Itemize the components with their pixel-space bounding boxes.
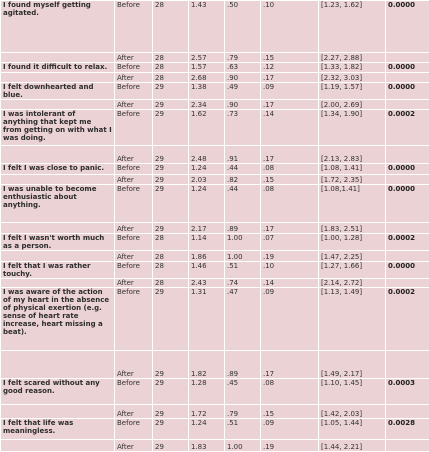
sd-cell: .44 xyxy=(225,164,261,175)
sd-cell: 1.00 xyxy=(225,440,261,452)
p-value-cell: 0.0000 xyxy=(386,83,429,100)
n-cell: 29 xyxy=(153,379,189,405)
item-cell-empty xyxy=(1,440,115,452)
sd-cell: .90 xyxy=(225,100,261,110)
phase-cell: After xyxy=(115,223,153,234)
n-cell: 29 xyxy=(153,185,189,223)
n-cell: 29 xyxy=(153,419,189,440)
ci-cell: [1.27, 1.66] xyxy=(319,262,386,279)
table-row xyxy=(1,63,429,73)
ci-cell: [2.00, 2.69] xyxy=(319,100,386,110)
ci-cell: [1.33, 1.82] xyxy=(319,63,386,73)
sd-cell: .91 xyxy=(225,146,261,164)
n-cell: 28 xyxy=(153,234,189,251)
p-value-cell-empty xyxy=(386,223,429,234)
mean-cell: 1.82 xyxy=(189,351,225,379)
table-row xyxy=(1,288,429,351)
table-row xyxy=(1,351,429,379)
ci-cell: [1.13, 1.49] xyxy=(319,288,386,351)
table-row xyxy=(1,100,429,110)
p-value-cell-empty xyxy=(386,440,429,452)
ci-cell: [1.23, 1.62] xyxy=(319,1,386,53)
se-cell: .07 xyxy=(261,234,319,251)
n-cell: 29 xyxy=(153,223,189,234)
ci-cell: [2.27, 2.88] xyxy=(319,53,386,63)
phase-cell: Before xyxy=(115,83,153,100)
sd-cell: .89 xyxy=(225,223,261,234)
p-value-cell-empty xyxy=(386,73,429,83)
p-value-cell-empty xyxy=(386,100,429,110)
item-text: I felt downhearted and blue. xyxy=(1,83,115,100)
item-cell-empty xyxy=(1,223,115,234)
n-cell: 29 xyxy=(153,110,189,146)
mean-cell: 2.43 xyxy=(189,279,225,288)
sd-cell: .50 xyxy=(225,1,261,53)
phase-cell: After xyxy=(115,351,153,379)
phase-cell: Before xyxy=(115,288,153,351)
se-cell: .17 xyxy=(261,100,319,110)
item-text: I was aware of the action of my heart in the absence of physical exertion (e.g. sense of heart rate increase, heart missing a beat). xyxy=(1,288,115,351)
phase-cell: Before xyxy=(115,1,153,53)
table-row xyxy=(1,164,429,175)
mean-cell: 1.14 xyxy=(189,234,225,251)
mean-cell: 1.24 xyxy=(189,419,225,440)
n-cell: 29 xyxy=(153,351,189,379)
mean-cell: 1.46 xyxy=(189,262,225,279)
item-text: I felt that I was rather touchy. xyxy=(1,262,115,279)
phase-cell: Before xyxy=(115,110,153,146)
mean-cell: 2.03 xyxy=(189,175,225,185)
ci-cell: [2.32, 3.03] xyxy=(319,73,386,83)
table-row xyxy=(1,419,429,440)
n-cell: 28 xyxy=(153,279,189,288)
phase-cell: Before xyxy=(115,262,153,279)
n-cell: 29 xyxy=(153,146,189,164)
phase-cell: After xyxy=(115,100,153,110)
se-cell: .15 xyxy=(261,53,319,63)
ci-cell: [1.83, 2.51] xyxy=(319,223,386,234)
phase-cell: Before xyxy=(115,234,153,251)
phase-cell: Before xyxy=(115,164,153,175)
ci-cell: [1.42, 2.03] xyxy=(319,405,386,419)
se-cell: .10 xyxy=(261,1,319,53)
mean-cell: 1.31 xyxy=(189,288,225,351)
mean-cell: 1.57 xyxy=(189,63,225,73)
p-value-cell: 0.0000 xyxy=(386,262,429,279)
phase-cell: Before xyxy=(115,379,153,405)
n-cell: 28 xyxy=(153,262,189,279)
ci-cell: [1.49, 2.17] xyxy=(319,351,386,379)
item-text: I felt I was close to panic. xyxy=(1,164,115,175)
n-cell: 29 xyxy=(153,405,189,419)
sd-cell: .63 xyxy=(225,63,261,73)
mean-cell: 2.34 xyxy=(189,100,225,110)
p-value-cell-empty xyxy=(386,53,429,63)
se-cell: .15 xyxy=(261,175,319,185)
n-cell: 28 xyxy=(153,1,189,53)
se-cell: .17 xyxy=(261,351,319,379)
item-text: I found myself getting agitated. xyxy=(1,1,115,53)
table-row xyxy=(1,83,429,100)
phase-cell: After xyxy=(115,175,153,185)
table-row xyxy=(1,440,429,452)
ci-cell: [1.00, 1.28] xyxy=(319,234,386,251)
p-value-cell-empty xyxy=(386,175,429,185)
mean-cell: 1.24 xyxy=(189,185,225,223)
item-cell-empty xyxy=(1,53,115,63)
mean-cell: 2.17 xyxy=(189,223,225,234)
phase-cell: After xyxy=(115,440,153,452)
se-cell: .17 xyxy=(261,146,319,164)
ci-cell: [1.08, 1.41] xyxy=(319,164,386,175)
sd-cell: .44 xyxy=(225,185,261,223)
se-cell: .08 xyxy=(261,164,319,175)
p-value-cell-empty xyxy=(386,351,429,379)
phase-cell: After xyxy=(115,53,153,63)
p-value-cell-empty xyxy=(386,279,429,288)
p-value-cell-empty xyxy=(386,405,429,419)
table-row xyxy=(1,379,429,405)
table-body xyxy=(1,1,429,452)
item-cell-empty xyxy=(1,73,115,83)
mean-cell: 1.83 xyxy=(189,440,225,452)
phase-cell: After xyxy=(115,146,153,164)
table-row xyxy=(1,175,429,185)
sd-cell: .51 xyxy=(225,262,261,279)
p-value-cell-empty xyxy=(386,251,429,262)
item-text: I found it difficult to relax. xyxy=(1,63,115,73)
item-text: I felt that life was meaningless. xyxy=(1,419,115,440)
table-row xyxy=(1,185,429,223)
ci-cell: [2.14, 2.72] xyxy=(319,279,386,288)
phase-cell: Before xyxy=(115,63,153,73)
n-cell: 29 xyxy=(153,100,189,110)
p-value-cell: 0.0002 xyxy=(386,234,429,251)
se-cell: .12 xyxy=(261,63,319,73)
p-value-cell: 0.0000 xyxy=(386,164,429,175)
se-cell: .17 xyxy=(261,223,319,234)
phase-cell: After xyxy=(115,405,153,419)
table-row xyxy=(1,73,429,83)
n-cell: 29 xyxy=(153,440,189,452)
ci-cell: [1.08,1.41] xyxy=(319,185,386,223)
table-row xyxy=(1,405,429,419)
n-cell: 28 xyxy=(153,251,189,262)
se-cell: .09 xyxy=(261,288,319,351)
sd-cell: .82 xyxy=(225,175,261,185)
p-value-cell-empty xyxy=(386,146,429,164)
phase-cell: After xyxy=(115,73,153,83)
phase-cell: Before xyxy=(115,185,153,223)
sd-cell: .49 xyxy=(225,83,261,100)
se-cell: .19 xyxy=(261,440,319,452)
mean-cell: 2.48 xyxy=(189,146,225,164)
se-cell: .09 xyxy=(261,419,319,440)
item-cell-empty xyxy=(1,251,115,262)
p-value-cell: 0.0028 xyxy=(386,419,429,440)
mean-cell: 1.28 xyxy=(189,379,225,405)
item-text: I was unable to become enthusiastic about anything. xyxy=(1,185,115,223)
mean-cell: 1.38 xyxy=(189,83,225,100)
item-cell-empty xyxy=(1,146,115,164)
sd-cell: 1.00 xyxy=(225,234,261,251)
se-cell: .08 xyxy=(261,379,319,405)
p-value-cell: 0.0002 xyxy=(386,110,429,146)
n-cell: 28 xyxy=(153,73,189,83)
sd-cell: .47 xyxy=(225,288,261,351)
mean-cell: 1.72 xyxy=(189,405,225,419)
ci-cell: [1.72, 2.35] xyxy=(319,175,386,185)
table-row xyxy=(1,251,429,262)
p-value-cell: 0.0003 xyxy=(386,379,429,405)
table-row xyxy=(1,110,429,146)
sd-cell: .45 xyxy=(225,379,261,405)
sd-cell: .73 xyxy=(225,110,261,146)
mean-cell: 1.24 xyxy=(189,164,225,175)
se-cell: .09 xyxy=(261,83,319,100)
se-cell: .08 xyxy=(261,185,319,223)
sd-cell: .51 xyxy=(225,419,261,440)
p-value-cell: 0.0000 xyxy=(386,185,429,223)
table-row xyxy=(1,1,429,53)
phase-cell: Before xyxy=(115,419,153,440)
item-cell-empty xyxy=(1,351,115,379)
phase-cell: After xyxy=(115,279,153,288)
table-row xyxy=(1,262,429,279)
sd-cell: 1.00 xyxy=(225,251,261,262)
item-text: I felt I wasn't worth much as a person. xyxy=(1,234,115,251)
ci-cell: [1.47, 2.25] xyxy=(319,251,386,262)
sd-cell: .74 xyxy=(225,279,261,288)
ci-cell: [1.44, 2.21] xyxy=(319,440,386,452)
table-row xyxy=(1,234,429,251)
se-cell: .15 xyxy=(261,405,319,419)
mean-cell: 2.68 xyxy=(189,73,225,83)
item-text: I was intolerant of anything that kept me from getting on with what I was doing. xyxy=(1,110,115,146)
sd-cell: .90 xyxy=(225,73,261,83)
table-row xyxy=(1,53,429,63)
p-value-cell: 0.0000 xyxy=(386,1,429,53)
item-text: I felt scared without any good reason. xyxy=(1,379,115,405)
p-value-cell: 0.0000 xyxy=(386,63,429,73)
mean-cell: 1.43 xyxy=(189,1,225,53)
table-row xyxy=(1,279,429,288)
item-cell-empty xyxy=(1,100,115,110)
se-cell: .14 xyxy=(261,110,319,146)
sd-cell: .79 xyxy=(225,405,261,419)
ci-cell: [1.19, 1.57] xyxy=(319,83,386,100)
n-cell: 29 xyxy=(153,83,189,100)
se-cell: .17 xyxy=(261,73,319,83)
table-row xyxy=(1,223,429,234)
p-value-cell: 0.0002 xyxy=(386,288,429,351)
sd-cell: .79 xyxy=(225,53,261,63)
n-cell: 28 xyxy=(153,63,189,73)
se-cell: .10 xyxy=(261,262,319,279)
ci-cell: [1.10, 1.45] xyxy=(319,379,386,405)
mean-cell: 1.86 xyxy=(189,251,225,262)
ci-cell: [1.34, 1.90] xyxy=(319,110,386,146)
mean-cell: 2.57 xyxy=(189,53,225,63)
table-row xyxy=(1,146,429,164)
se-cell: .14 xyxy=(261,279,319,288)
item-cell-empty xyxy=(1,405,115,419)
n-cell: 29 xyxy=(153,288,189,351)
sd-cell: .89 xyxy=(225,351,261,379)
n-cell: 29 xyxy=(153,175,189,185)
phase-cell: After xyxy=(115,251,153,262)
n-cell: 29 xyxy=(153,164,189,175)
item-cell-empty xyxy=(1,279,115,288)
se-cell: .19 xyxy=(261,251,319,262)
mean-cell: 1.62 xyxy=(189,110,225,146)
ci-cell: [1.05, 1.44] xyxy=(319,419,386,440)
ci-cell: [2.13, 2.83] xyxy=(319,146,386,164)
n-cell: 28 xyxy=(153,53,189,63)
item-cell-empty xyxy=(1,175,115,185)
